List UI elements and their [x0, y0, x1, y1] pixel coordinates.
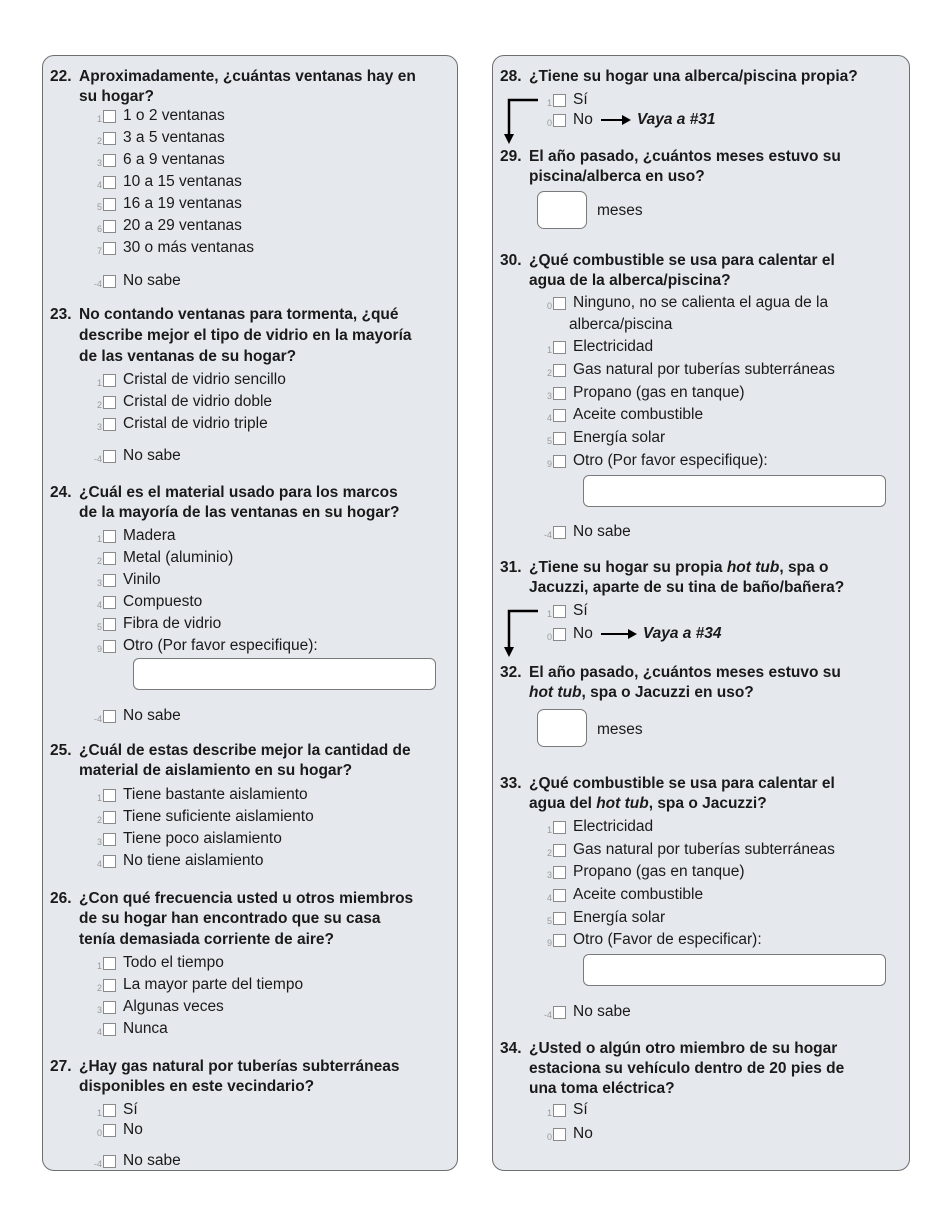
- checkbox[interactable]: [103, 833, 116, 846]
- checkbox[interactable]: [103, 374, 116, 387]
- option-label: Gas natural por tuberías subterráneas: [573, 841, 835, 858]
- option-code: 2: [96, 983, 102, 993]
- option-label: 6 a 9 ventanas: [123, 151, 225, 168]
- checkbox[interactable]: [103, 855, 116, 868]
- option-label: No sabe: [123, 707, 181, 724]
- checkbox[interactable]: [103, 1023, 116, 1036]
- option-code: -4: [93, 1159, 102, 1169]
- checkbox[interactable]: [103, 418, 116, 431]
- checkbox[interactable]: [103, 1124, 116, 1137]
- q24-option[interactable]: [88, 548, 233, 568]
- q28-option[interactable]: [538, 110, 716, 130]
- option-code: 1: [546, 825, 552, 835]
- q22-option[interactable]: [88, 172, 242, 192]
- option-code: 0: [96, 1128, 102, 1138]
- option-code: 0: [546, 118, 552, 128]
- option-code: 3: [546, 870, 552, 880]
- q34-option[interactable]: [538, 1100, 588, 1120]
- option-code: 2: [546, 848, 552, 858]
- q24-option[interactable]: [88, 614, 221, 634]
- q25-number: 25.: [50, 742, 72, 759]
- checkbox[interactable]: [103, 1001, 116, 1014]
- checkbox[interactable]: [103, 574, 116, 587]
- q34-number: 34.: [500, 1040, 522, 1057]
- option-code: 2: [96, 556, 102, 566]
- q33-other-input[interactable]: [583, 954, 886, 986]
- option-code: 3: [96, 578, 102, 588]
- option-label: Metal (aluminio): [123, 549, 234, 566]
- option-code: -4: [93, 454, 102, 464]
- option-label: No: [123, 1121, 143, 1138]
- option-code: -4: [543, 1010, 552, 1020]
- checkbox[interactable]: [553, 94, 566, 107]
- q26-option[interactable]: [88, 1019, 168, 1039]
- q31-text-post: , spa o: [779, 559, 829, 576]
- option-label: 3 a 5 ventanas: [123, 129, 225, 146]
- option-label: Aceite combustible: [573, 406, 704, 423]
- q28-option[interactable]: [538, 90, 588, 110]
- q33-option[interactable]: [538, 930, 762, 950]
- option-code: 1: [546, 1108, 552, 1118]
- q30-number: 30.: [500, 252, 522, 269]
- option-label: No tiene aislamiento: [123, 852, 264, 869]
- option-label-continued: alberca/piscina: [569, 316, 673, 333]
- checkbox[interactable]: [103, 530, 116, 543]
- q29-text-line2: piscina/alberca en uso?: [529, 168, 705, 185]
- option-code: 1: [546, 345, 552, 355]
- q25-option[interactable]: [88, 785, 308, 805]
- q32-text-post: , spa o Jacuzzi en uso?: [581, 684, 754, 701]
- checkbox[interactable]: [553, 114, 566, 127]
- q28-number: 28.: [500, 68, 522, 85]
- q23-option[interactable]: [88, 414, 268, 434]
- q26-text-line2: de su hogar han encontrado que su casa: [79, 910, 381, 927]
- checkbox[interactable]: [553, 821, 566, 834]
- checkbox[interactable]: [103, 552, 116, 565]
- q33-option[interactable]: [538, 908, 665, 928]
- q25-text-line2: material de aislamiento en su hogar?: [79, 762, 353, 779]
- q33-option[interactable]: [538, 862, 744, 882]
- option-code: 4: [96, 180, 102, 190]
- option-code: 3: [96, 422, 102, 432]
- arrow-right-icon: [601, 115, 631, 125]
- q30-option[interactable]: [538, 428, 665, 448]
- q23-text-line3: de las ventanas de su hogar?: [79, 348, 297, 365]
- option-label: Otro (Por favor especifique):: [123, 637, 318, 654]
- option-code: 3: [96, 158, 102, 168]
- option-label: Ninguno, no se calienta el agua de la: [573, 294, 829, 311]
- option-label: Tiene suficiente aislamiento: [123, 808, 314, 825]
- option-code: 3: [96, 837, 102, 847]
- option-label: No: [573, 1125, 593, 1142]
- q30-option[interactable]: [538, 337, 653, 357]
- option-code: -4: [93, 279, 102, 289]
- q30-other-input[interactable]: [583, 475, 886, 507]
- checkbox[interactable]: [103, 789, 116, 802]
- option-label: Propano (gas en tanque): [573, 863, 745, 880]
- q30-option[interactable]: [538, 383, 744, 403]
- option-label: Nunca: [123, 1020, 168, 1037]
- option-code: 5: [546, 916, 552, 926]
- q28-skip-instruction: Vaya a #31: [636, 111, 716, 128]
- q24-option[interactable]: [88, 592, 202, 612]
- q24-option[interactable]: [88, 636, 318, 656]
- skip-bracket-icon: [503, 98, 543, 148]
- option-label: Sí: [123, 1101, 138, 1118]
- option-label: Energía solar: [573, 909, 666, 926]
- q28-text-line1: ¿Tiene su hogar una alberca/piscina propia?: [529, 68, 858, 85]
- q22-number: 22.: [50, 68, 72, 85]
- checkbox[interactable]: [103, 275, 116, 288]
- q26-text-line1: ¿Con qué frecuencia usted u otros miembros: [79, 890, 414, 907]
- checkbox[interactable]: [553, 1104, 566, 1117]
- checkbox[interactable]: [553, 605, 566, 618]
- q24-text-line1: ¿Cuál es el material usado para los marcos: [79, 484, 398, 501]
- option-code: 4: [96, 859, 102, 869]
- option-code: 9: [546, 938, 552, 948]
- option-label: Algunas veces: [123, 998, 224, 1015]
- option-code: -4: [93, 714, 102, 724]
- q30-text-line2: agua de la alberca/piscina?: [529, 272, 731, 289]
- option-code: 5: [96, 202, 102, 212]
- option-label: Sí: [573, 1101, 588, 1118]
- option-label: No: [573, 625, 593, 642]
- option-code: 1: [96, 961, 102, 971]
- q29-months-input[interactable]: [537, 191, 587, 229]
- option-label: Cristal de vidrio triple: [123, 415, 268, 432]
- option-label: No sabe: [123, 447, 181, 464]
- q32-text-em: hot tub: [529, 684, 582, 701]
- option-code: 5: [96, 622, 102, 632]
- q22-option[interactable]: [88, 106, 225, 126]
- q31-skip-instruction: Vaya a #34: [642, 625, 722, 642]
- checkbox[interactable]: [103, 132, 116, 145]
- option-label: Madera: [123, 527, 176, 544]
- q25-option[interactable]: [88, 829, 282, 849]
- q30-text-line1: ¿Qué combustible se usa para calentar el: [529, 252, 835, 269]
- checkbox[interactable]: [103, 618, 116, 631]
- q32-number: 32.: [500, 664, 522, 681]
- q34-option[interactable]: [538, 1124, 593, 1144]
- option-code: 1: [546, 98, 552, 108]
- option-label: Compuesto: [123, 593, 203, 610]
- option-code: 5: [546, 436, 552, 446]
- option-label: Aceite combustible: [573, 886, 704, 903]
- option-code: 1: [96, 793, 102, 803]
- q33-text-post: , spa o Jacuzzi?: [648, 795, 767, 812]
- checkbox[interactable]: [103, 811, 116, 824]
- checkbox[interactable]: [103, 198, 116, 211]
- q27-text-line1: ¿Hay gas natural por tuberías subterráneas: [79, 1058, 400, 1075]
- option-label: La mayor parte del tiempo: [123, 976, 304, 993]
- q27-text-line2: disponibles en este vecindario?: [79, 1078, 315, 1095]
- q24-number: 24.: [50, 484, 72, 501]
- q24-text-line2: de la mayoría de las ventanas en su hogar?: [79, 504, 400, 521]
- checkbox[interactable]: [103, 1155, 116, 1168]
- q22-option[interactable]: [88, 128, 225, 148]
- q32-unit-label: meses: [597, 721, 643, 738]
- option-code: 2: [96, 400, 102, 410]
- checkbox[interactable]: [553, 1006, 566, 1019]
- q23-text-line2: describe mejor el tipo de vidrio en la mayoría: [79, 327, 412, 344]
- q22-option[interactable]: [88, 150, 225, 170]
- option-code: 1: [96, 114, 102, 124]
- checkbox[interactable]: [103, 110, 116, 123]
- q31-option[interactable]: [538, 601, 588, 621]
- q23-number: 23.: [50, 306, 72, 323]
- q23-text-line1: No contando ventanas para tormenta, ¿qué: [79, 306, 399, 323]
- q26-option[interactable]: [88, 997, 224, 1017]
- q22-option[interactable]: [88, 194, 242, 214]
- option-label: Cristal de vidrio sencillo: [123, 371, 286, 388]
- checkbox[interactable]: [553, 889, 566, 902]
- checkbox[interactable]: [103, 957, 116, 970]
- checkbox[interactable]: [103, 450, 116, 463]
- option-code: 1: [96, 378, 102, 388]
- option-code: 4: [546, 413, 552, 423]
- q24-option[interactable]: [88, 570, 161, 590]
- checkbox[interactable]: [553, 409, 566, 422]
- option-label: Electricidad: [573, 338, 654, 355]
- option-code: 1: [96, 534, 102, 544]
- q30-option[interactable]: [538, 451, 768, 471]
- checkbox[interactable]: [103, 176, 116, 189]
- option-label: Electricidad: [573, 818, 654, 835]
- q25-option[interactable]: [88, 807, 314, 827]
- option-label: Otro (Por favor especifique):: [573, 452, 768, 469]
- checkbox[interactable]: [103, 396, 116, 409]
- checkbox[interactable]: [553, 364, 566, 377]
- option-code: 1: [546, 609, 552, 619]
- option-label: Tiene bastante aislamiento: [123, 786, 308, 803]
- checkbox[interactable]: [553, 297, 566, 310]
- q27-option[interactable]: [88, 1151, 181, 1171]
- q34-text-line2: estaciona su vehículo dentro de 20 pies de: [529, 1060, 845, 1077]
- q26-option[interactable]: [88, 953, 224, 973]
- option-code: 4: [96, 1027, 102, 1037]
- option-label: Cristal de vidrio doble: [123, 393, 273, 410]
- q23-option[interactable]: [88, 446, 181, 466]
- option-label: 16 a 19 ventanas: [123, 195, 242, 212]
- q29-number: 29.: [500, 148, 522, 165]
- option-code: 9: [96, 644, 102, 654]
- checkbox[interactable]: [553, 455, 566, 468]
- q22-option[interactable]: [88, 238, 254, 258]
- q31-text-pre: ¿Tiene su hogar su propia: [529, 559, 727, 576]
- q24-other-input[interactable]: [133, 658, 436, 690]
- q31-text-line2: Jacuzzi, aparte de su tina de baño/bañera?: [529, 579, 845, 596]
- q31-option[interactable]: [538, 624, 722, 644]
- skip-bracket-icon: [503, 609, 543, 661]
- checkbox[interactable]: [553, 341, 566, 354]
- q34-text-line1: ¿Usted o algún otro miembro de su hogar: [529, 1040, 838, 1057]
- option-label: Sí: [573, 91, 588, 108]
- q31-number: 31.: [500, 559, 522, 576]
- option-label: Otro (Favor de especificar):: [573, 931, 762, 948]
- option-label: No sabe: [573, 523, 631, 540]
- option-code: 4: [96, 600, 102, 610]
- checkbox[interactable]: [553, 628, 566, 641]
- q29-text-line1: El año pasado, ¿cuántos meses estuvo su: [529, 148, 841, 165]
- option-code: -4: [543, 530, 552, 540]
- option-label: No: [573, 111, 593, 128]
- q31-text-em: hot tub: [726, 559, 780, 576]
- q27-option[interactable]: [88, 1100, 138, 1120]
- checkbox[interactable]: [103, 596, 116, 609]
- q33-option[interactable]: [538, 817, 653, 837]
- option-code: 0: [546, 632, 552, 642]
- checkbox[interactable]: [553, 934, 566, 947]
- option-label: 30 o más ventanas: [123, 239, 254, 256]
- checkbox[interactable]: [103, 154, 116, 167]
- q30-option[interactable]: [538, 522, 631, 542]
- q23-option[interactable]: [88, 392, 272, 412]
- option-label: No sabe: [573, 1003, 631, 1020]
- option-label: Propano (gas en tanque): [573, 384, 745, 401]
- q22-option[interactable]: [88, 271, 181, 291]
- checkbox[interactable]: [103, 1104, 116, 1117]
- option-label: 10 a 15 ventanas: [123, 173, 242, 190]
- option-label: Todo el tiempo: [123, 954, 224, 971]
- option-code: 0: [546, 1132, 552, 1142]
- checkbox[interactable]: [553, 1128, 566, 1141]
- q26-number: 26.: [50, 890, 72, 907]
- option-label: Fibra de vidrio: [123, 615, 222, 632]
- q23-option[interactable]: [88, 370, 286, 390]
- option-code: 0: [546, 301, 552, 311]
- checkbox[interactable]: [103, 710, 116, 723]
- q29-unit-label: meses: [597, 202, 643, 219]
- option-code: 9: [546, 459, 552, 469]
- q27-number: 27.: [50, 1058, 72, 1075]
- q22-option[interactable]: [88, 216, 242, 236]
- option-label: Gas natural por tuberías subterráneas: [573, 361, 835, 378]
- checkbox[interactable]: [103, 220, 116, 233]
- option-code: 1: [96, 1108, 102, 1118]
- q33-text-pre: agua del: [529, 795, 597, 812]
- checkbox[interactable]: [103, 242, 116, 255]
- option-label: 20 a 29 ventanas: [123, 217, 242, 234]
- q32-months-input[interactable]: [537, 709, 587, 747]
- checkbox[interactable]: [553, 866, 566, 879]
- q26-text-line3: tenía demasiada corriente de aire?: [79, 931, 334, 948]
- option-label: Tiene poco aislamiento: [123, 830, 282, 847]
- q27-option[interactable]: [88, 1120, 143, 1140]
- q30-option[interactable]: [538, 360, 835, 380]
- checkbox[interactable]: [553, 432, 566, 445]
- checkbox[interactable]: [103, 979, 116, 992]
- checkbox[interactable]: [103, 640, 116, 653]
- option-code: 3: [96, 1005, 102, 1015]
- q25-text-line1: ¿Cuál de estas describe mejor la cantidad de: [79, 742, 411, 759]
- option-label: Sí: [573, 602, 588, 619]
- checkbox[interactable]: [553, 844, 566, 857]
- q31-text-line1: [529, 558, 828, 578]
- q33-number: 33.: [500, 775, 522, 792]
- checkbox[interactable]: [553, 912, 566, 925]
- q33-option[interactable]: [538, 885, 703, 905]
- option-code: 7: [96, 246, 102, 256]
- q33-option[interactable]: [538, 1002, 631, 1022]
- q33-text-em: hot tub: [596, 795, 649, 812]
- option-label: Energía solar: [573, 429, 666, 446]
- option-label: No sabe: [123, 272, 181, 289]
- arrow-right-icon: [601, 629, 637, 639]
- q24-option[interactable]: [88, 526, 176, 546]
- q33-text-line2: [529, 794, 767, 814]
- option-code: 6: [96, 224, 102, 234]
- option-label: Vinilo: [123, 571, 161, 588]
- option-code: 2: [546, 368, 552, 378]
- q34-text-line3: una toma eléctrica?: [529, 1080, 675, 1097]
- option-code: 4: [546, 893, 552, 903]
- q22-text-line2: su hogar?: [79, 88, 154, 105]
- q32-text-line1: El año pasado, ¿cuántos meses estuvo su: [529, 664, 841, 681]
- q22-text-line1: Aproximadamente, ¿cuántas ventanas hay en: [79, 68, 416, 85]
- option-label: 1 o 2 ventanas: [123, 107, 225, 124]
- q25-option[interactable]: [88, 851, 263, 871]
- checkbox[interactable]: [553, 526, 566, 539]
- q24-option[interactable]: [88, 706, 181, 726]
- q26-option[interactable]: [88, 975, 303, 995]
- q32-text-line2: [529, 683, 754, 703]
- q30-option[interactable]: [538, 405, 703, 425]
- option-code: 2: [96, 815, 102, 825]
- option-code: 3: [546, 391, 552, 401]
- q30-option[interactable]: [538, 293, 828, 313]
- q33-option[interactable]: [538, 840, 835, 860]
- option-label: No sabe: [123, 1152, 181, 1169]
- q33-text-line1: ¿Qué combustible se usa para calentar el: [529, 775, 835, 792]
- checkbox[interactable]: [553, 387, 566, 400]
- option-code: 2: [96, 136, 102, 146]
